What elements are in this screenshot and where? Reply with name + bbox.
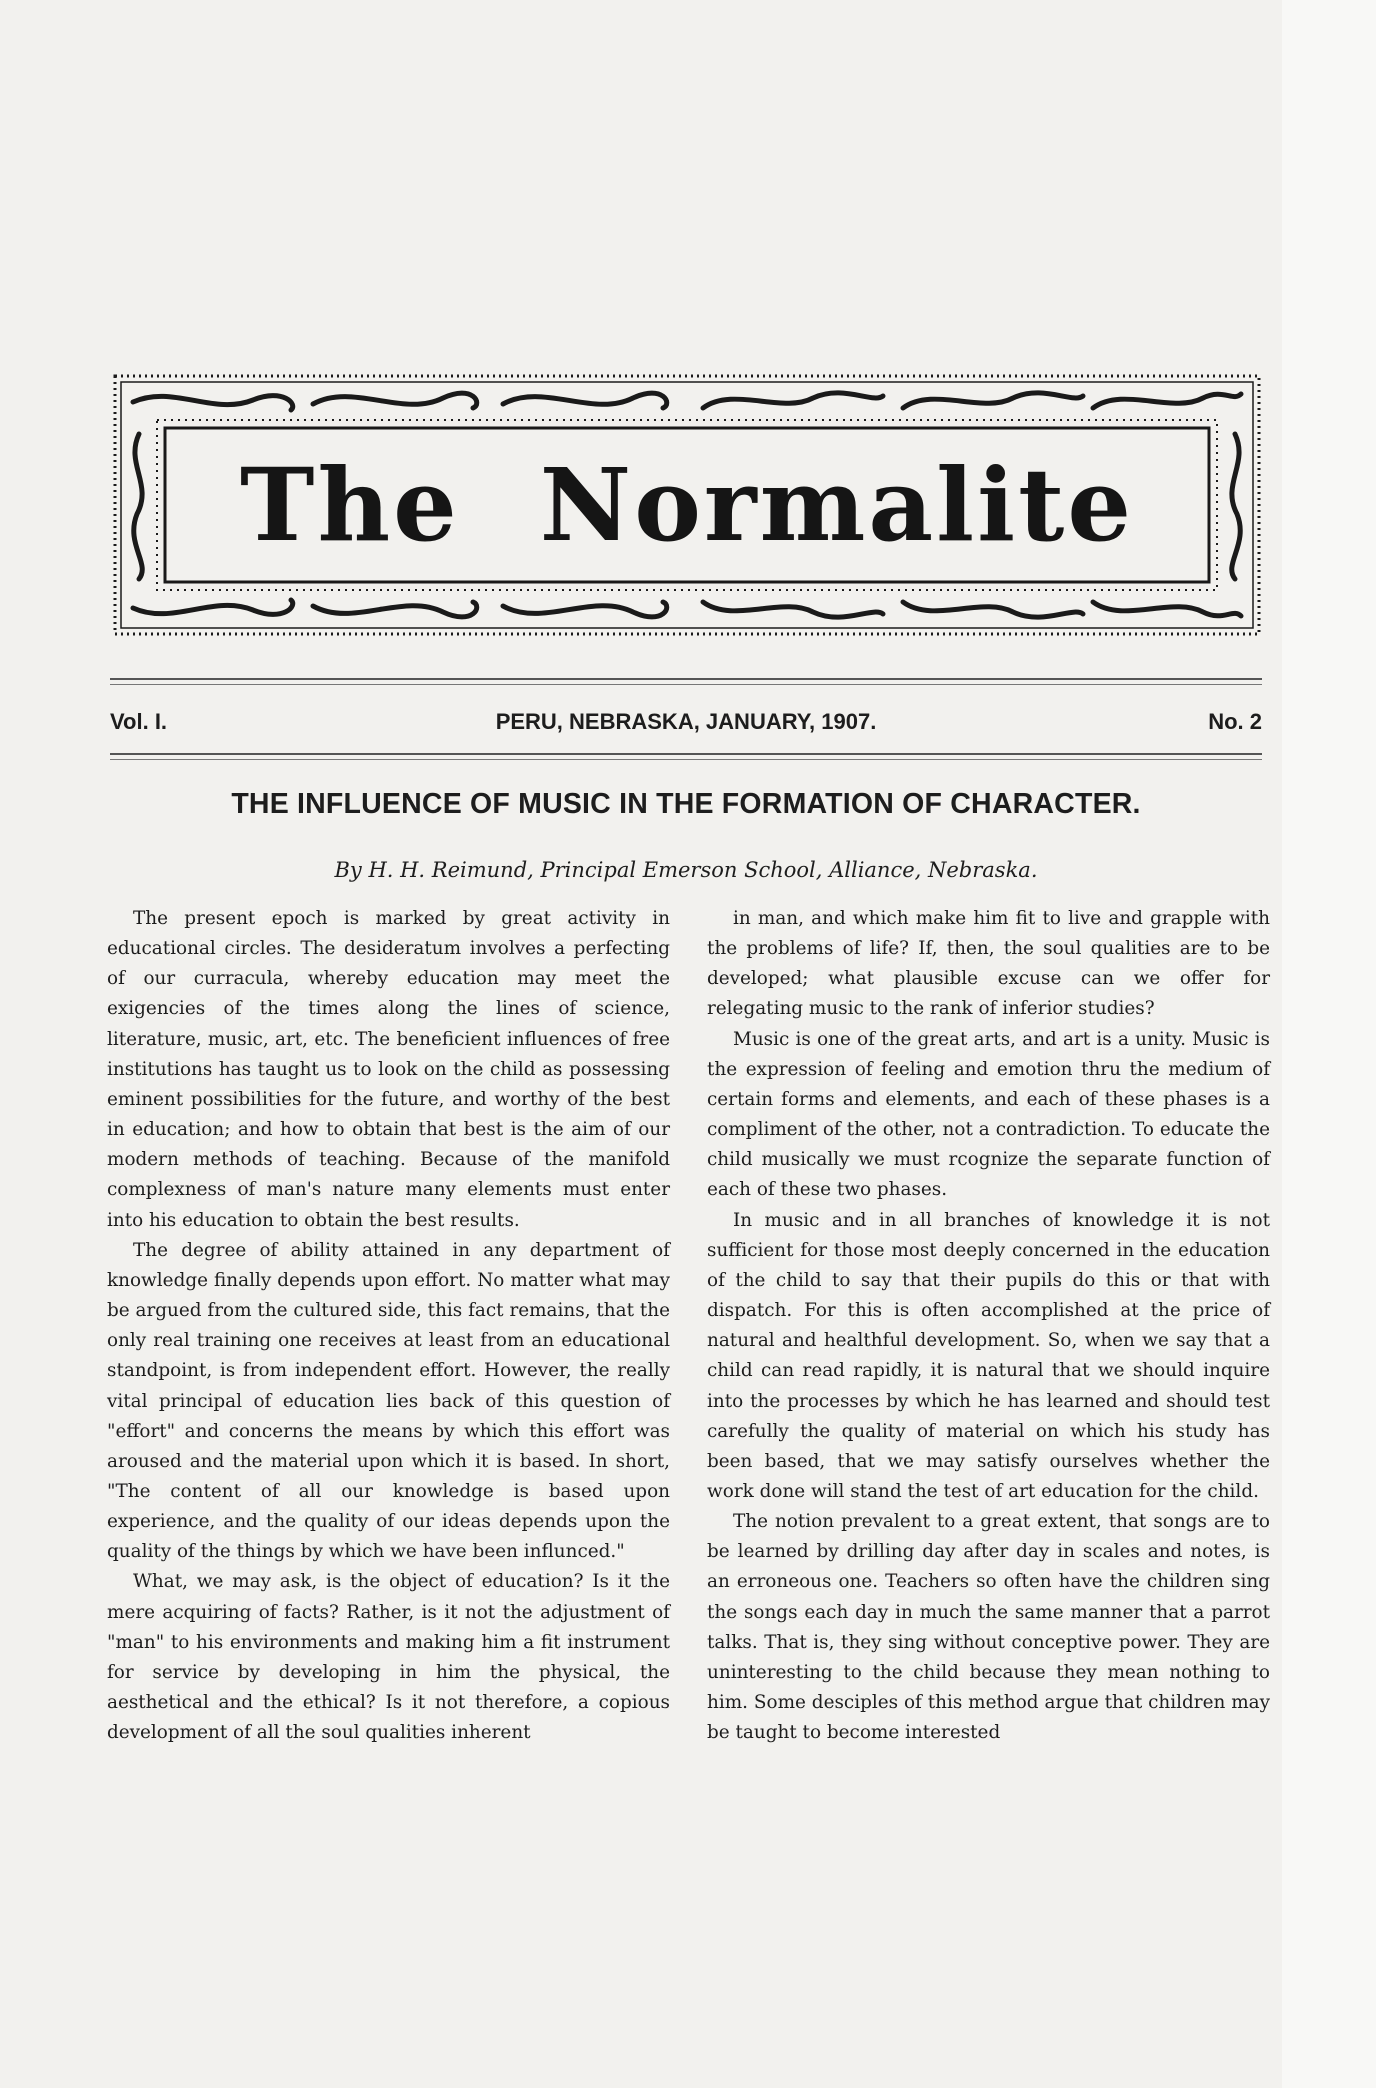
paragraph: The degree of ability attained in any department of knowledge finally depends upon effort. No matter what may be argued from the cultured side, this fact remains, that the only real training one receives at least from an educational standpoint, is from independent effort. However, the really vital principal of education lies back of this question of "effort" and concerns the means by which this effort was aroused and the material upon which it is based. In short, "The content of all our knowledge is based upon experience, and the quality of our ideas depends upon the quality of the things by which we have been influnced." [107,1239,670,1563]
rule-divider [110,753,1262,755]
paragraph: The present epoch is marked by great activity in educational circles. The desideratum involves a perfecting of our curracula, whereby education may meet the exigencies of the times along the lines of science, literature, music, art, etc. The beneficient influences of free institutions has taught us to look on the child as possessing eminent possibilities for the future, and worthy of the best in education; and how to obtain that best is the aim of our modern methods of teaching. Because of the manifold complexness of man's nature many elements must enter into his education to obtain the best results. [107,908,670,1231]
rule-divider [110,759,1262,760]
rule-divider [110,684,1262,685]
paragraph: Music is one of the great arts, and art is a unity. Music is the expression of feeling and emotion thru the medium of certain forms and elements, and each of these phases is a compliment of the other, not a contradiction. To educate the child musically we must rcognize the separate function of each of these two phases. [707,1028,1270,1201]
paragraph: in man, and which make him fit to live and grapple with the problems of life? If, then, the soul qualities are to be developed; what plausible excuse can we offer for relegating music to the rank of inferior studies? [707,908,1270,1020]
paragraph: The notion prevalent to a great extent, that songs are to be learned by drilling day after day in scales and notes, is an erroneous one. Teachers so often have the children sing the songs each day in much the same manner that a parrot talks. That is, they sing without conceptive power. They are uninteresting to the child because they mean nothing to him. Some desciples of this method argue that children may be taught to become interested [707,1511,1270,1744]
masthead-word-the: The [240,446,460,564]
paragraph: What, we may ask, is the object of education? Is it the mere acquiring of facts? Rather, is it not the adjustment of "man" to his environments and making him a fit instrument for service by developing in him the physical, the aesthetical and the ethical? Is it not therefore, a copious development of all the soul qualities inherent [107,1571,670,1744]
rule-divider [110,678,1262,680]
masthead [113,374,1261,636]
article-headline: THE INFLUENCE OF MUSIC IN THE FORMATION OF CHARACTER. [231,788,1141,820]
paragraph: In music and in all branches of knowledge it is not sufficient for those most deeply concerned in the education of the child to say that their pupils do this or that with dispatch. For this is often accomplished at the price of natural and healthful development. So, when we say that a child can read rapidly, it is natural that we should inquire into the processes by which he has learned and should test carefully the quality of material on which his study has been based, that we may satisfy ourselves whether the work done will stand the test of art education for the child. [707,1209,1270,1502]
issue-number: No. 2 [1208,709,1262,734]
volume-label: Vol. I. [110,709,168,734]
place-date: PERU, NEBRASKA, JANUARY, 1907. [495,709,877,734]
article-column-right [707,904,1270,1748]
page-margin [1282,0,1376,2088]
masthead-word-normalite: Normalite [539,446,1134,564]
article-byline: By H. H. Reimund, Principal Emerson School, Alliance, Nebraska. [334,858,1038,882]
dateline [110,701,1262,741]
masthead-title [113,430,1261,580]
article-column-left [107,904,670,1748]
